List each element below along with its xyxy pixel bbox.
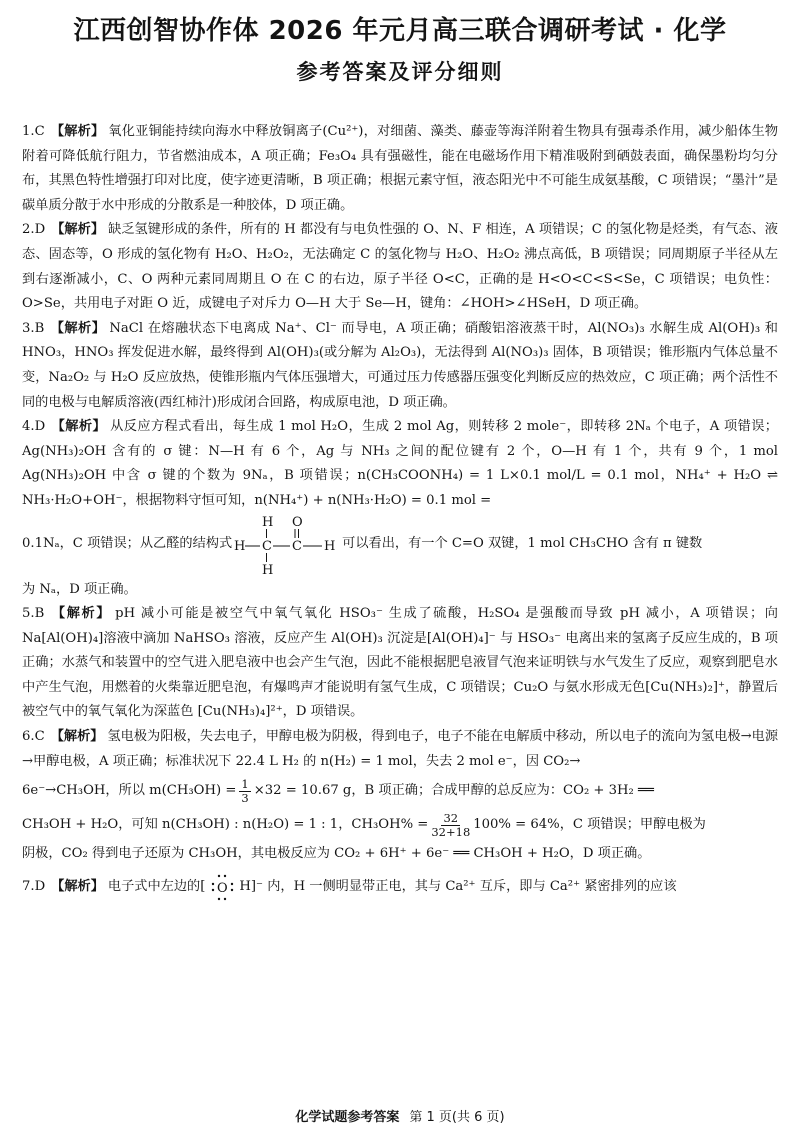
fraction-mass-ratio [431, 812, 470, 839]
answer-number: 7. [22, 878, 35, 894]
answer-text: NaCl 在熔融状态下电离成 Na⁺、Cl⁻ 而导电，A 项正确；硝酸铝溶液蒸干时，Al(NO₃)₃ 水解生成 Al(OH)₃ 和 HNO₃，HNO₃ 挥发促进水解，最终得到 Al(OH)₃(或分解为 Al₂O₃)，无法得到 Al(NO₃)₃ 固体，B 项错误；锥形瓶内气体总量不变，Na₂O₂ 与 H₂O 反应放热，使锥形瓶内气体压强增大，可通过压力传感器压强变化判断反应的热效应，C 项正确；两个活性不同的电极与电解质溶液(西红柿汁)形成闭合回路，构成原电池，D 项正确。 [22, 320, 778, 410]
answer-number: 1. [22, 124, 35, 139]
lone-pair-dot [212, 883, 214, 885]
analysis-tag: 【解析】 [50, 606, 112, 622]
answer-text: 缺乏氢键形成的条件，所有的 H 都没有与电负性强的 O、N、F 相连，A 项错误；C 的氢化物是烃类，有气态、液态、固态等，O 形成的氢化物有 H₂O、H₂O₂，无法确定 C 的氢化物与 H₂O、H₂O₂ 沸点高低，B 项错误；同周期原子半径从左到右逐渐减小，C、O 两种元素同周期且 O 在 C 的右边，原子半径 O<C，正确的是 H<O<C<S<Se，C 项错误；电负性：O>Se，共用电子对距 O 近，成键电子对斥力 O—H 大于 Se—H，键角：∠HOH>∠HSeH，D 项正确。 [22, 222, 778, 312]
answer-item-2 [22, 218, 778, 316]
answer-letter: B [34, 320, 45, 336]
answer-number: 3. [22, 320, 35, 336]
answers-list [22, 120, 778, 907]
answer-text-before-structure: 0.1Nₐ，C 项错误；从乙醛的结构式 [22, 536, 233, 552]
fraction-numerator: 1 [241, 776, 249, 791]
answer-number: 2. [22, 222, 35, 238]
answer-text-end: 为 Nₐ，D 项正确。 [22, 581, 137, 597]
answer-text-before: 电子式中左边的[ [107, 878, 206, 894]
acetaldehyde-line [22, 514, 778, 576]
equation-text-before: 6e⁻→CH₃OH，所以 m(CH₃OH) = [22, 782, 237, 798]
answer-item-5 [22, 602, 778, 725]
answer-number: 5. [22, 606, 35, 622]
analysis-tag: 【解析】 [51, 419, 107, 435]
bond-pair-dot [231, 889, 233, 891]
lone-pair-dot [224, 898, 226, 900]
equation-text-after: ×32 = 10.67 g，B 项正确；合成甲醇的总反应为：CO₂ + 3H₂ ══ [253, 782, 654, 798]
lone-pair-dot [218, 898, 220, 900]
fraction-denominator: 32+18 [431, 824, 471, 839]
struct-o: O [292, 514, 303, 530]
struct-h-left: H [234, 538, 246, 554]
answer-text: 氢电极为阳极，失去电子，甲醇电极为阴极，得到电子，电子不能在电解质中移动，所以电子的流向为氢电极→电源→甲醇电极，A 项正确；标准状况下 22.4 L H₂ 的 n(H₂) = 1 mol，失去 2 mol e⁻，因 CO₂→ [22, 729, 779, 769]
answer-text-end: 阴极，CO₂ 得到电子还原为 CH₃OH，其电极反应为 CO₂ + 6H⁺ + 6e⁻ ══ CH₃OH + H₂O，D 项正确。 [22, 846, 651, 862]
answer-letter: D [34, 222, 46, 238]
footer-page-number: 第 1 页(共 6 页) [409, 1110, 505, 1125]
answer-item-4 [22, 415, 778, 602]
answer-letter: D [34, 878, 46, 894]
answer-text-after: H]⁻ 内，H 一侧明显带正电，其与 Ca²⁺ 互斥，即与 Ca²⁺ 紧密排列的应该 [239, 878, 677, 894]
answer-number: 6. [22, 729, 35, 745]
oxygen-symbol: O [217, 880, 229, 896]
answer-letter: B [34, 606, 45, 622]
analysis-tag: 【解析】 [50, 320, 106, 336]
answer-text: 从反应方程式看出，每生成 1 mol H₂O，生成 2 mol Ag，则转移 2 mole⁻，即转移 2Nₐ 个电子，A 项错误；Ag(NH₃)₂OH 含有的 σ 键：N—H 有 6 个，Ag 与 NH₃ 之间的配位键有 2 个，O—H 有 1 个，共有 9 个，1 mol Ag(NH₃)₂OH 中含 σ 键的个数为 9Nₐ，B 项错误；n(CH₃COONH₄) = 1 L×0.1 mol/L = 0.1 mol，NH₄⁺ + H₂O ⇌ NH₃·H₂O+OH⁻，根据物料守恒可知，n(NH₄⁺) + n(NH₃·H₂O) = 0.1 mol = [22, 419, 778, 508]
equation-text-after: 100% = 64%，C 项错误；甲醇电极为 [473, 816, 706, 832]
analysis-tag: 【解析】 [51, 878, 104, 894]
struct-c1: C [262, 538, 273, 554]
equation-text-before: CH₃OH + H₂O，可知 n(CH₃OH) : n(H₂O) = 1 : 1，CH₃OH% = [22, 816, 429, 832]
fraction-denominator: 3 [241, 790, 249, 805]
struct-h-top: H [262, 514, 274, 530]
answer-text-after-structure: 可以看出，有一个 C=O 双键，1 mol CH₃CHO 含有 π 键数 [342, 536, 703, 552]
fraction-one-third [239, 778, 250, 805]
mass-equation-line [22, 774, 778, 808]
answer-letter: C [34, 729, 45, 745]
bond-pair-dot [231, 883, 233, 885]
page-footer [0, 1106, 800, 1125]
answer-item-3 [22, 317, 778, 415]
answer-number: 4. [22, 419, 35, 435]
fraction-numerator: 32 [443, 810, 459, 825]
lone-pair-dot [224, 875, 226, 877]
analysis-tag: 【解析】 [50, 729, 104, 745]
percentage-equation-line [22, 808, 778, 842]
acetaldehyde-structure [232, 514, 342, 576]
footer-subject: 化学试题参考答案 [295, 1110, 400, 1125]
struct-c2: C [292, 538, 303, 554]
answer-item-7 [22, 867, 778, 907]
hydroxide-electron-dot [205, 870, 239, 904]
answer-item-1 [22, 120, 778, 218]
answer-text: pH 减小可能是被空气中氧气氧化 HSO₃⁻ 生成了硫酸，H₂SO₄ 是强酸而导致 pH 减小，A 项错误；向 Na[Al(OH)₄]溶液中滴加 NaHSO₃ 溶液，反应产生 Al(OH)₃ 沉淀是[Al(OH)₄]⁻ 与 HSO₃⁻ 电离出来的氢离子反应生成的，B 项正确；水蒸气和装置中的空气进入肥皂液中也会产生气泡，因此不能根据肥皂液冒气泡来证明铁与水气发生了反应，观察到肥皂水中产生气泡，用燃着的火柴靠近肥皂泡，有爆鸣声才能说明有氢气生成，C 项错误；Cu₂O 与氨水形成无色[Cu(NH₃)₂]⁺，静置后被空气中的氧气氧化为深蓝色 [Cu(NH₃)₄]²⁺，D 项错误。 [22, 606, 778, 720]
analysis-tag: 【解析】 [50, 124, 105, 139]
page-subtitle: 参考答案及评分细则 [296, 60, 504, 84]
analysis-tag: 【解析】 [51, 222, 105, 238]
answer-text: 氧化亚铜能持续向海水中释放铜离子(Cu²⁺)，对细菌、藻类、藤壶等海洋附着生物具有强毒杀作用，减少船体生物附着可降低航行阻力，节省燃油成本，A 项正确；Fe₃O₄ 具有强磁性，能在电磁场作用下精准吸附到硒鼓表面，确保墨粉均匀分布，其黑色特性增强打印对比度，使字迹更清晰，B 项正确；根据元素守恒，液态阳光中不可能生成氨基酸，C 项错误；“墨汁”是碳单质分散于水中形成的分散系是一种胶体，D 项正确。 [22, 124, 779, 213]
struct-h-right: H [324, 538, 336, 554]
page-title: 江西创智协作体 2026 年元月高三联合调研考试 · 化学 [73, 16, 727, 46]
answer-letter: C [34, 124, 45, 139]
answer-letter: D [34, 419, 46, 435]
struct-h-bottom: H [262, 562, 274, 576]
answer-item-6 [22, 725, 778, 867]
lone-pair-dot [218, 875, 220, 877]
lone-pair-dot [212, 889, 214, 891]
